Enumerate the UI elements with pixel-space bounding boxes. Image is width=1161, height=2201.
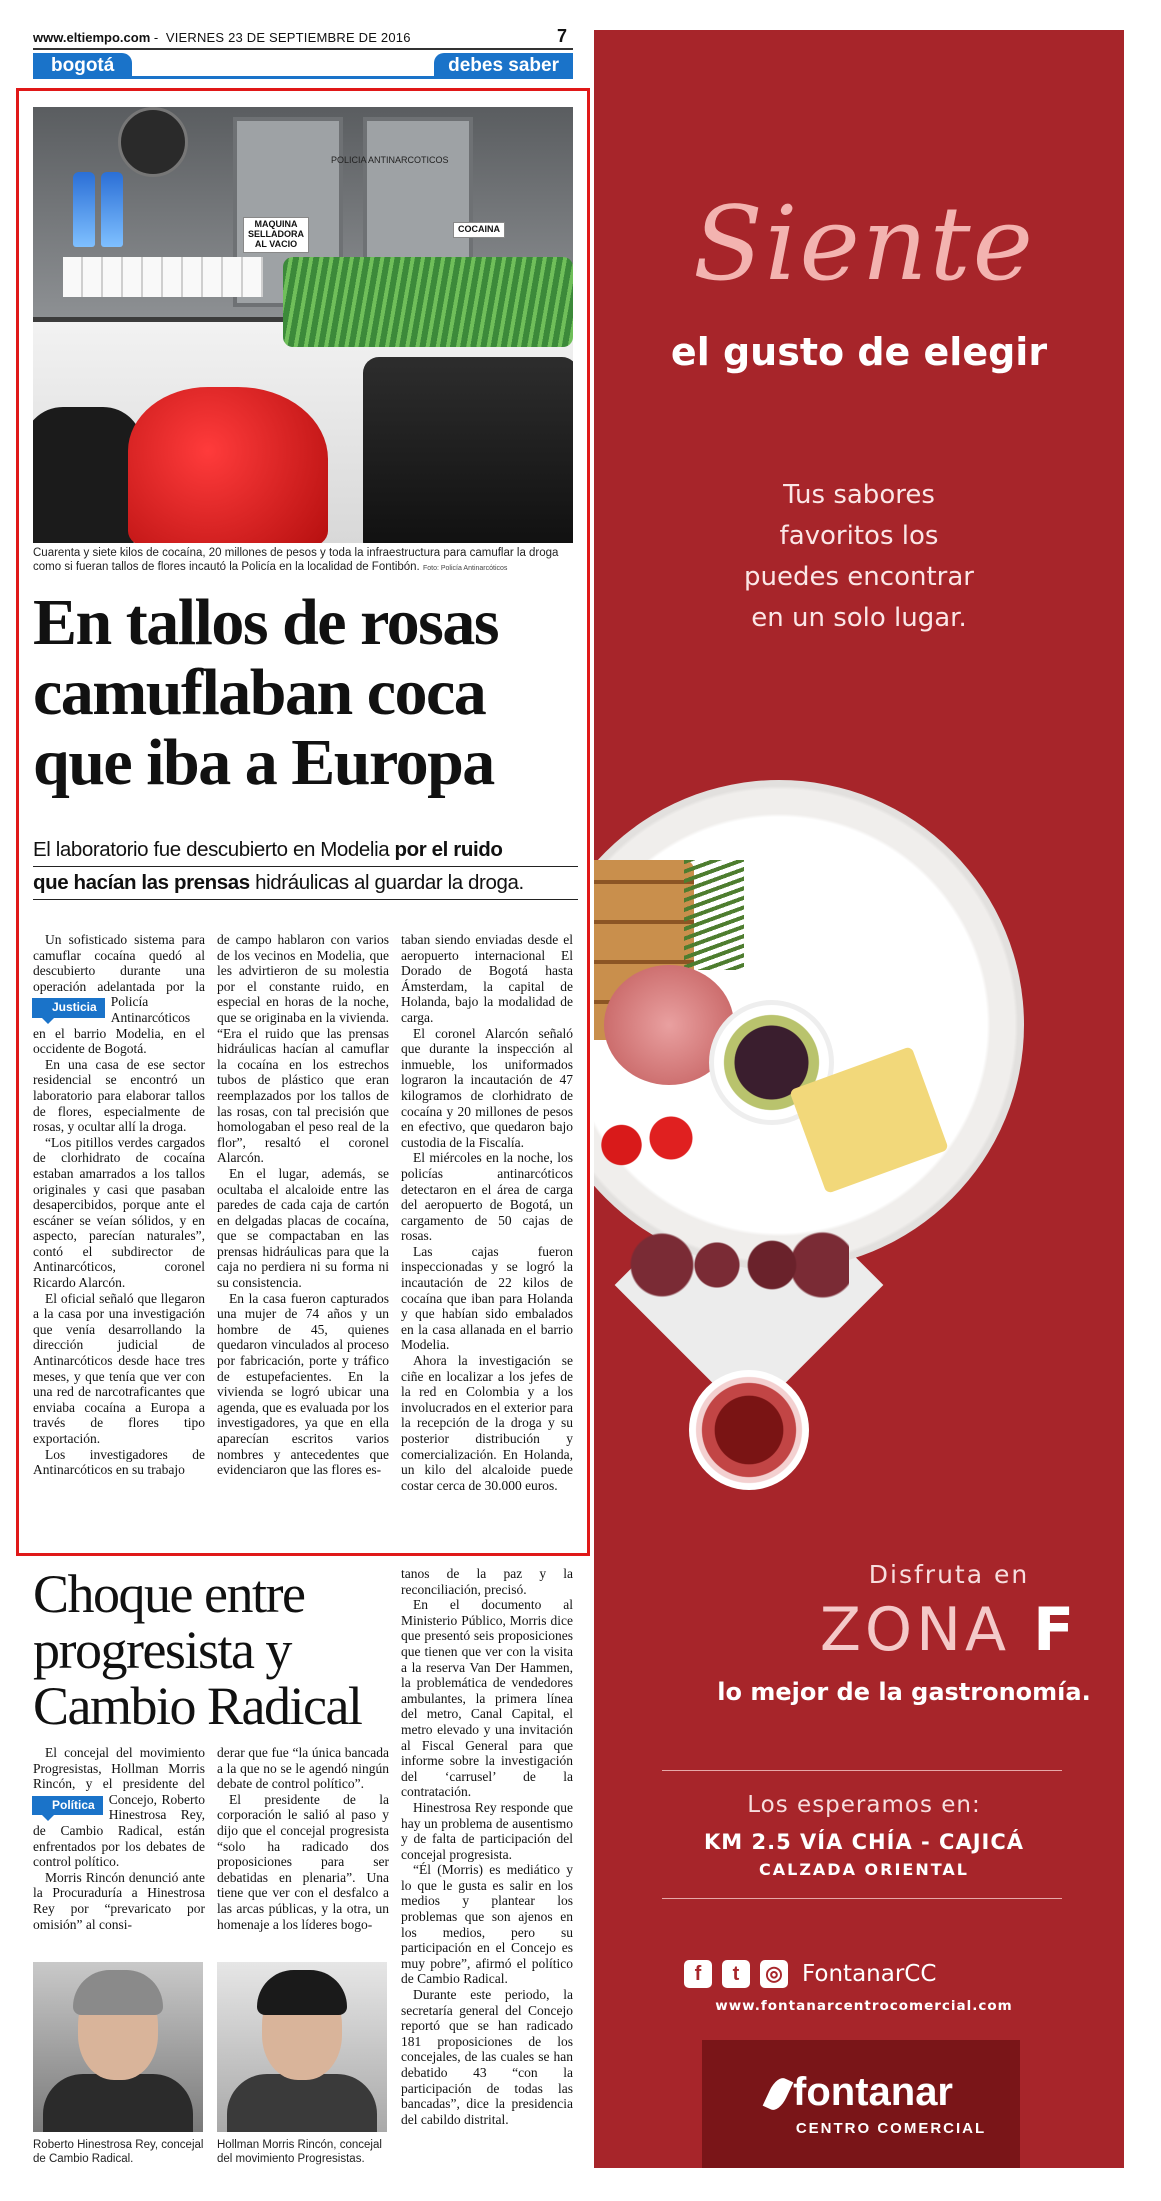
portrait-suit [43, 2074, 193, 2132]
paragraph-text: El concejal del movimiento Progresistas, Hollman Morris Rincón, y el presidente del Concejo, Roberto [33, 1745, 205, 1807]
article-subhead-bold: que hacían las prensas [33, 871, 250, 894]
paragraph: taban siendo enviadas desde el aeropuerto internacional El Dorado de Bogotá hasta Ámsterdam, la capital de Holanda, bajo la modalidad de carga. [401, 932, 573, 1025]
paragraph: “Él (Morris) es mediático y lo que le gusta es salir en los medios y plantear los problemas que son ajenos en los medios, pero su participación en el Concejo es muy pobre”, afirmó el político de Cambio Radical. [401, 1862, 573, 1987]
ad-mejor: lo mejor de la gastronomía. [717, 1678, 1091, 1706]
bottle-icon [73, 172, 95, 247]
ad-brand-sub: CENTRO COMERCIAL [795, 2120, 987, 2137]
paragraph: Los investigadores de Antinarcóticos en su trabajo [33, 1446, 205, 1478]
ad-website[interactable]: www.fontanarcentrocomercial.com [715, 1998, 1013, 2014]
portrait-caption: Hollman Morris Rincón, concejal del movimiento Progresistas. [217, 2139, 382, 2165]
page-number: 7 [557, 26, 568, 46]
ad-body-line: favoritos los [779, 521, 939, 551]
ad-wine-glass [689, 1370, 809, 1490]
ad-salami [629, 1230, 849, 1300]
paragraph [33, 1745, 205, 1870]
twitter-icon[interactable]: t [722, 1960, 750, 1988]
ad-body-line: Tus sabores [783, 480, 935, 510]
paragraph: El presidente de la corporación le salió al paso y dijo que el concejal progresista “solo ha radicado dos proposiciones para ser debatidas en plenaria”. Una tiene que ver con el desfalco a las arcas públicas, y la otra, un homenaje a los líderes bogo- [217, 1791, 389, 1932]
section-tag: Justicia [32, 998, 105, 1018]
paragraph-text: Un sofisticado sistema para camuflar cocaína quedó al descubierto durante una operación adelantada por [33, 932, 205, 994]
ad-zona-text: ZONA [819, 1595, 1034, 1665]
photo-rolls [63, 257, 263, 297]
portrait-caption: Roberto Hinestrosa Rey, concejal de Cambio Radical. [33, 2139, 204, 2165]
portrait-hair [73, 1970, 163, 2015]
photo-sign-cocaine: COCAINA [453, 222, 505, 238]
article-subhead-line-1 [33, 834, 578, 867]
ad-script-title: Siente [693, 185, 1035, 304]
paragraph [33, 932, 205, 1057]
article2-column-3 [401, 1566, 573, 2127]
ad-divider [662, 1770, 1062, 1771]
ad-social-handle[interactable]: FontanarCC [802, 1961, 937, 1987]
paragraph: En una casa de ese sector residencial se encontró un laboratorio para elaborar tallos de flores, especialmente de rosas, y ocultar allí la droga. [33, 1056, 205, 1135]
ad-mozzarella [684, 1150, 804, 1240]
ad-address: KM 2.5 VÍA CHÍA - CAJICÁ [704, 1830, 1024, 1854]
ad-brand [702, 2070, 1020, 2115]
article2-headline: Choque entre progresista y Cambio Radical [33, 1564, 362, 1736]
paragraph: de campo hablaron con varios de los vecinos en Modelia, que les advirtieron de su molestia por el constante ruido, en especial en horas de la noche, que se originaba en la vivienda. “Era el ruido que las prensas hidráulicas hacían al camuflar la cocaína en los estrechos tubos de plástico que eran reemplazados por los tallos de las rosas, con tal precisión que homologaban el peso real de la flor”, resaltó el coronel Alarcón. [217, 932, 389, 1166]
advertisement[interactable] [594, 30, 1124, 2168]
portrait-morris [217, 1962, 387, 2132]
article2-column-2 [217, 1745, 389, 1932]
article-column-1 [33, 932, 205, 1478]
article-subhead-part: hidráulicas al guardar la droga. [249, 871, 524, 894]
police-shield-icon [118, 107, 188, 177]
ad-tagline: el gusto de elegir [670, 330, 1048, 374]
article-subhead [33, 834, 578, 900]
section-tag: Política [32, 1796, 103, 1816]
article-subhead-part: El laboratorio fue descubierto en Modelia [33, 838, 395, 861]
paragraph: En la casa fueron capturados una mujer de 74 años y un hombre de 45, quienes quedaron vinculados al proceso por fabricación, porte y tráfico de estupefacientes. En la vivienda se logró ubicar una agenda, que es evaluada por los investigadores, ya que en ella aparecían escritos varios nombres y antecedentes que evidenciaron que las flores es- [217, 1290, 389, 1478]
paragraph: El miércoles en la noche, los policías antinarcóticos detectaron en el área de carga del aeropuerto de Bogotá, un cargamento de 50 cajas de rosas. [401, 1150, 573, 1244]
paragraph-text: Hinestrosa Rey, de Cambio Radical, están enfrentados por los debates de control político. [33, 1807, 205, 1870]
leaf-icon [763, 2075, 794, 2113]
photo-red-bag [128, 387, 328, 543]
article-photo [33, 107, 573, 543]
section-right-label: debes saber [434, 53, 573, 79]
photo-stems [283, 257, 573, 347]
paragraph: El coronel Alarcón señaló que durante la inspección al inmueble, los uniformados lograron la incautación de 47 kilogramos de clorhidrato de cocaína y 20 millones de pesos en efectivo, que quedaron bajo custodia de la Fiscalía. [401, 1025, 573, 1150]
ad-divider [662, 1898, 1062, 1899]
paragraph: tanos de la paz y la reconciliación, precisó. [401, 1566, 573, 1597]
article-column-3 [401, 932, 573, 1493]
article-subhead-bold: por el ruido [394, 838, 503, 861]
paragraph: derar que fue “la única bancada a la que no se le agendó ningún debate de control político”. [217, 1745, 389, 1792]
paragraph: Morris Rincón denunció ante la Procuraduría a Hinestrosa Rey por “prevaricato por omisión” al consi- [33, 1869, 205, 1932]
ad-brand-name: fontanar [793, 2070, 953, 2114]
ad-herb [684, 860, 744, 970]
portrait-hinestrosa [33, 1962, 203, 2132]
photo-caption [33, 546, 573, 576]
paragraph: “Los pitillos verdes cargados de clorhidrato de cocaína estaban amarrados a los tallos originales y casi que pasaban desapercibidos, porque ante el escáner se veían sólidos, y en aspecto, parecían naturales”, contó el subdirector de Antinarcóticos, coronel Ricardo Alarcón. [33, 1134, 205, 1291]
portrait-hair [257, 1970, 347, 2015]
bottle-icon [101, 172, 123, 247]
page-header: www.eltiempo.com - VIERNES 23 DE SEPTIEMBRE DE 2016 [33, 30, 573, 50]
paragraph: El oficial señaló que llegaron a la casa por una investigación que venía desarrollando la dirección judicial de Antinarcóticos desde hace tres meses, y que tenía que ver con una red de narcotraficantes que enviaba cocaína a Europa a través de flores tipo exportación. [33, 1290, 205, 1446]
photo-wall-text: POLICIA ANTINARCOTICOS [331, 155, 449, 165]
paragraph: Durante este periodo, la secretaría general del Concejo reportó que se han radicado 181 proposiciones de los concejales, de las cuales se han debatido 43 “con la participación de todas las bancadas”, dice la presidencia del cabildo distrital. [401, 1987, 573, 2127]
paragraph: En el documento al Ministerio Público, Morris dice que presentó seis proposiciones que tienen que ver con la visita a la reserva Van Der Hammen, la problemática de vendedores ambulantes, la primera línea del metro, Canal Capital, el metro elevado y una invitación al Fiscal General para que informe sobre la investigación del ‘carrusel’ de la contratación. [401, 1597, 573, 1800]
section-bar [33, 53, 573, 79]
ad-disfruta: Disfruta en [868, 1560, 1030, 1589]
paragraph: Ahora la investigación se ciñe en localizar a los jefes de la red en Colombia y a los involucrados en el exterior para la recepción de la droga y su posterior distribución y comercialización. En Holanda, un kilo del alcaloide puede costar cerca de 30.000 euros. [401, 1353, 573, 1493]
photo-sign-machine: MAQUINA SELLADORA AL VACIO [243, 217, 309, 253]
photo-caption-text: Cuarenta y siete kilos de cocaína, 20 millones de pesos y toda la infraestructura para camuflar la droga como si fueran tallos de flores incautó la Policía en la localidad de Fontibón. [33, 547, 559, 573]
ad-zona [784, 1595, 1114, 1665]
article-subhead-line-2 [33, 867, 578, 900]
paragraph: Las cajas fueron inspeccionadas y se logró la incautación de 22 kilos de cocaína que iban para Holanda y que habían sido embalados en la casa allanada en el barrio Modelia. [401, 1243, 573, 1353]
ad-address-sub: CALZADA ORIENTAL [759, 1860, 969, 1879]
article-headline: En tallos de rosas camuflaban coca que iba a Europa [33, 586, 499, 799]
photo-suitcase [363, 357, 573, 543]
section-label: bogotá [33, 53, 132, 79]
ad-esperamos: Los esperamos en: [747, 1792, 981, 1818]
photo-credit: Foto: Policía Antinarcóticos [422, 565, 508, 572]
ad-body-line: puedes encontrar [744, 562, 974, 592]
facebook-icon[interactable]: f [684, 1960, 712, 1988]
instagram-icon[interactable]: ◎ [760, 1960, 788, 1988]
article-column-2 [217, 932, 389, 1478]
ad-body [654, 475, 1064, 639]
ad-body-line: en un solo lugar. [751, 603, 967, 633]
portrait-suit [227, 2074, 377, 2132]
paragraph-text: la Policía Antinarcóticos en el barrio Modelia, en el occidente de Bogotá. [33, 978, 205, 1057]
ad-brand-box [702, 2040, 1020, 2168]
paragraph: En el lugar, además, se ocultaba el alcaloide entre las paredes de cada caja de cartón en delgadas placas de cocaína, que se compactaban en las prensas hidráulicas para que la caja no perdiera ni su forma ni su consistencia. [217, 1165, 389, 1291]
issue-date: VIERNES 23 DE SEPTIEMBRE DE 2016 [165, 30, 411, 45]
ad-social [684, 1960, 1044, 1988]
site-url[interactable]: www.eltiempo.com [33, 30, 151, 45]
ad-zona-letter: F [1033, 1595, 1079, 1665]
photo-black-bag [33, 407, 143, 543]
article2-column-1 [33, 1745, 205, 1932]
paragraph: Hinestrosa Rey responde que hay un problema de ausentismo y de falta de participación del concejal progresista. [401, 1799, 573, 1862]
